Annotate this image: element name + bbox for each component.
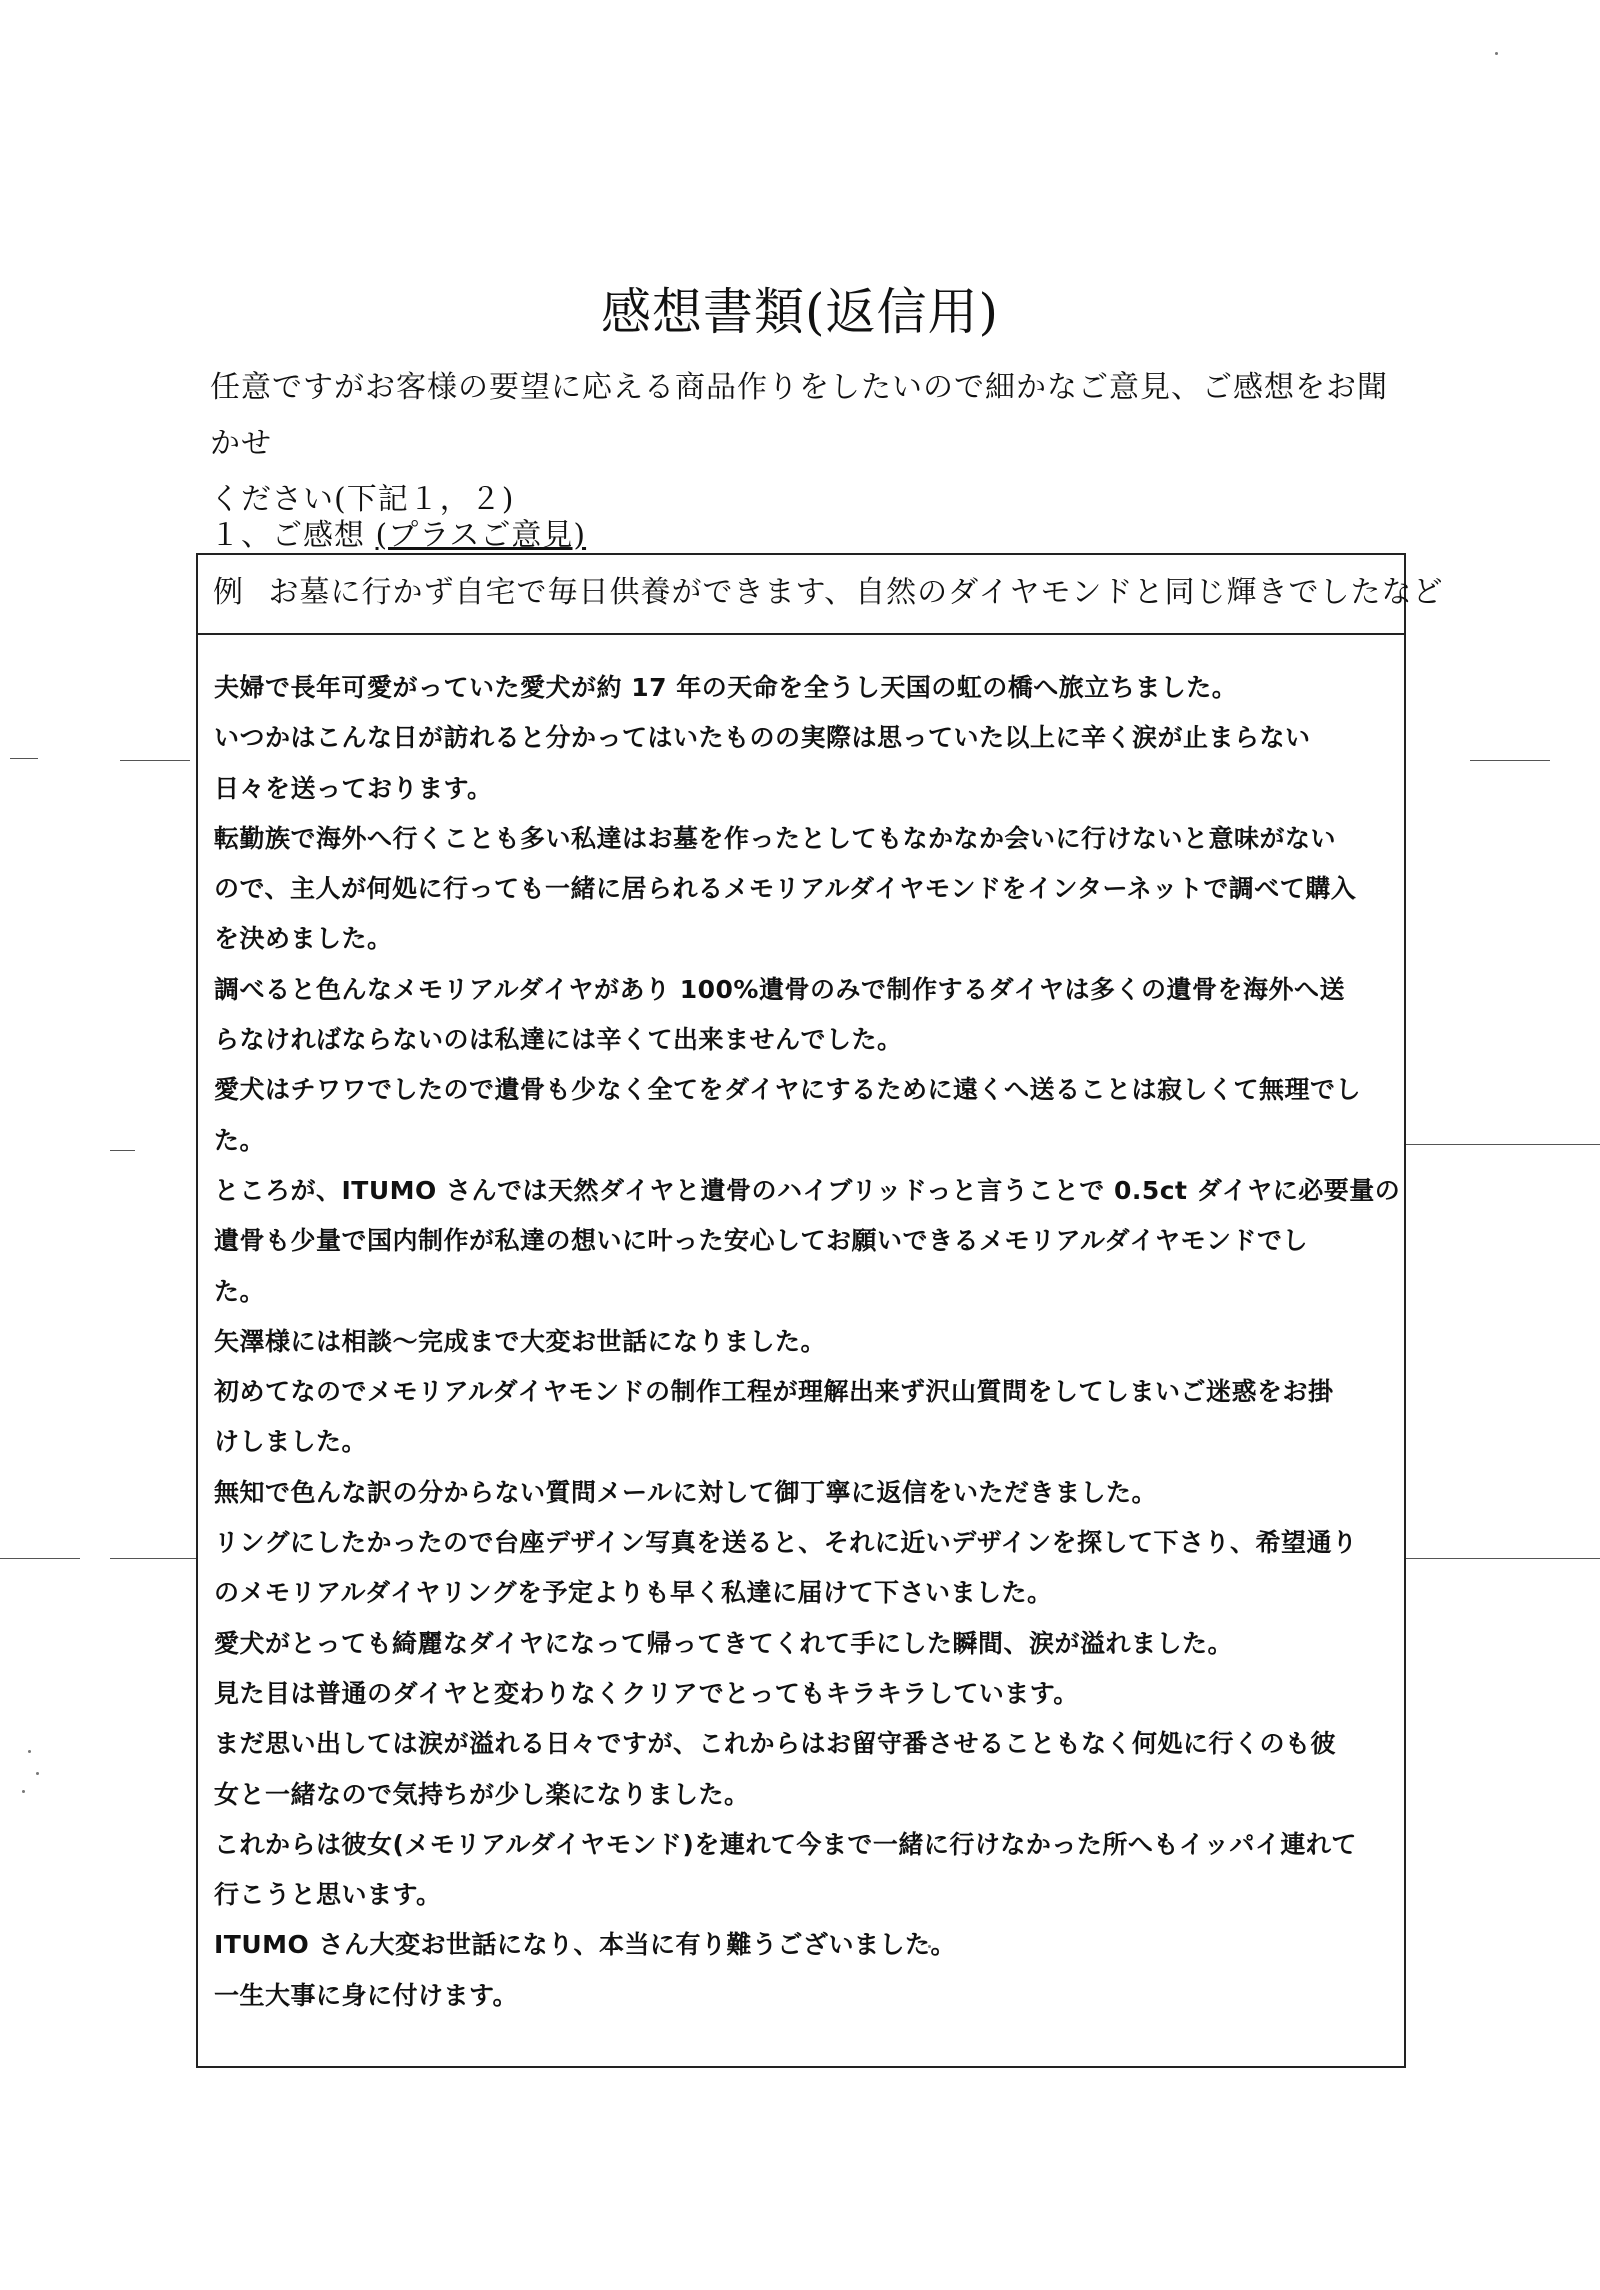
example-text: お墓に行かず自宅で毎日供養ができます、自然のダイヤモンドと同じ輝きでしたなど xyxy=(268,575,1444,610)
fold-line-right-upper xyxy=(1470,760,1550,761)
response-line: 調べると色んなメモリアルダイヤがあり 100%遺骨のみで制作するダイヤは多くの遺骨を海外へ送 xyxy=(214,974,1345,1004)
response-line: 見た目は普通のダイヤと変わりなくクリアでとってもキラキラしています。 xyxy=(214,1678,1079,1708)
fold-line-left-upper-2 xyxy=(120,760,190,761)
scan-speck xyxy=(28,1750,31,1753)
response-line: を決めました。 xyxy=(214,924,393,954)
response-box xyxy=(196,553,1444,2068)
section-1-heading xyxy=(210,510,586,554)
intro-line: ください(下記１，２) xyxy=(210,482,515,517)
example-label: 例 xyxy=(213,575,244,610)
response-line: リングにしたかったので台座デザイン写真を送ると、それに近いデザインを探して下さり、希望通り xyxy=(214,1528,1358,1558)
section-1-number: １、ご感想 xyxy=(210,518,365,553)
response-line: 愛犬はチワワでしたので遺骨も少なく全てをダイヤにするために遠くへ送ることは寂しくて無理でし xyxy=(214,1075,1362,1105)
fold-line-left-lower xyxy=(0,1558,80,1559)
response-line: た。 xyxy=(214,1276,266,1306)
intro-line: 任意ですがお客様の要望に応える商品作りをしたいので細かなご意見、ご感想をお聞かせ xyxy=(210,370,1388,461)
fold-line-left-upper xyxy=(10,758,38,759)
fold-line-left-lower-2 xyxy=(110,1558,196,1559)
fold-line-left-mid xyxy=(110,1150,135,1151)
fold-line-right-lower xyxy=(1406,1558,1600,1559)
intro-text xyxy=(210,360,1410,528)
scan-speck xyxy=(22,1790,25,1793)
response-line: ITUMO さん大変お世話になり、本当に有り難うございました。 xyxy=(214,1930,956,1960)
response-line: た。 xyxy=(214,1125,266,1155)
page-title: 感想書類(返信用) xyxy=(600,283,999,341)
response-line: これからは彼女(メモリアルダイヤモンド)を連れて今まで一緒に行けなかった所へもイッパイ連れて xyxy=(214,1829,1357,1859)
response-line: ところが、ITUMO さんでは天然ダイヤと遺骨のハイブリッドっと言うことで 0.5ct ダイヤに必要量の xyxy=(214,1175,1401,1205)
response-line: 遺骨も少量で国内制作が私達の想いに叶った安心してお願いできるメモリアルダイヤモンドでし xyxy=(214,1226,1309,1256)
handwritten-response xyxy=(214,663,1399,2021)
response-line: 行こうと思います。 xyxy=(214,1880,442,1910)
response-line: いつかはこんな日が訪れると分かってはいたものの実際は思っていた以上に辛く涙が止まらない xyxy=(214,723,1311,753)
response-line: 愛犬がとっても綺麗なダイヤになって帰ってきてくれて手にした瞬間、涙が溢れました。 xyxy=(214,1628,1234,1658)
response-line: けしました。 xyxy=(214,1427,368,1457)
response-line: 女と一緒なので気持ちが少し楽になりました。 xyxy=(214,1779,750,1809)
response-line: 初めてなのでメモリアルダイヤモンドの制作工程が理解出来ず沢山質問をしてしまいご迷惑をお掛 xyxy=(214,1377,1334,1407)
response-line: 夫婦で長年可愛がっていた愛犬が約 17 年の天命を全うし天国の虹の橋へ旅立ちました。 xyxy=(214,673,1238,702)
response-line: 転勤族で海外へ行くことも多い私達はお墓を作ったとしてもなかなか会いに行けないと意味がない xyxy=(214,823,1337,853)
response-line: 無知で色んな訳の分からない質問メールに対して御丁寧に返信をいただきました。 xyxy=(214,1477,1158,1507)
response-line: のメモリアルダイヤリングを予定よりも早く私達に届けて下さいました。 xyxy=(214,1578,1053,1608)
response-line: らなければならないのは私達には辛くて出来ませんでした。 xyxy=(214,1025,903,1055)
response-line: ので、主人が何処に行っても一緒に居られるメモリアルダイヤモンドをインターネットで調べて購入 xyxy=(214,874,1357,904)
scan-speck xyxy=(36,1772,39,1775)
response-line: まだ思い出しては涙が溢れる日々ですが、これからはお留守番させることもなく何処に行くのも彼 xyxy=(214,1729,1337,1759)
response-line: 日々を送っております。 xyxy=(214,773,493,803)
example-row xyxy=(198,555,1444,635)
response-line: 矢澤様には相談～完成まで大変お世話になりました。 xyxy=(214,1326,827,1356)
response-line: 一生大事に身に付けます。 xyxy=(214,1980,519,2010)
section-1-paren-note: (プラスご意見) xyxy=(375,518,587,553)
fold-line-right-mid xyxy=(1406,1144,1600,1145)
scan-speck xyxy=(1495,52,1498,55)
